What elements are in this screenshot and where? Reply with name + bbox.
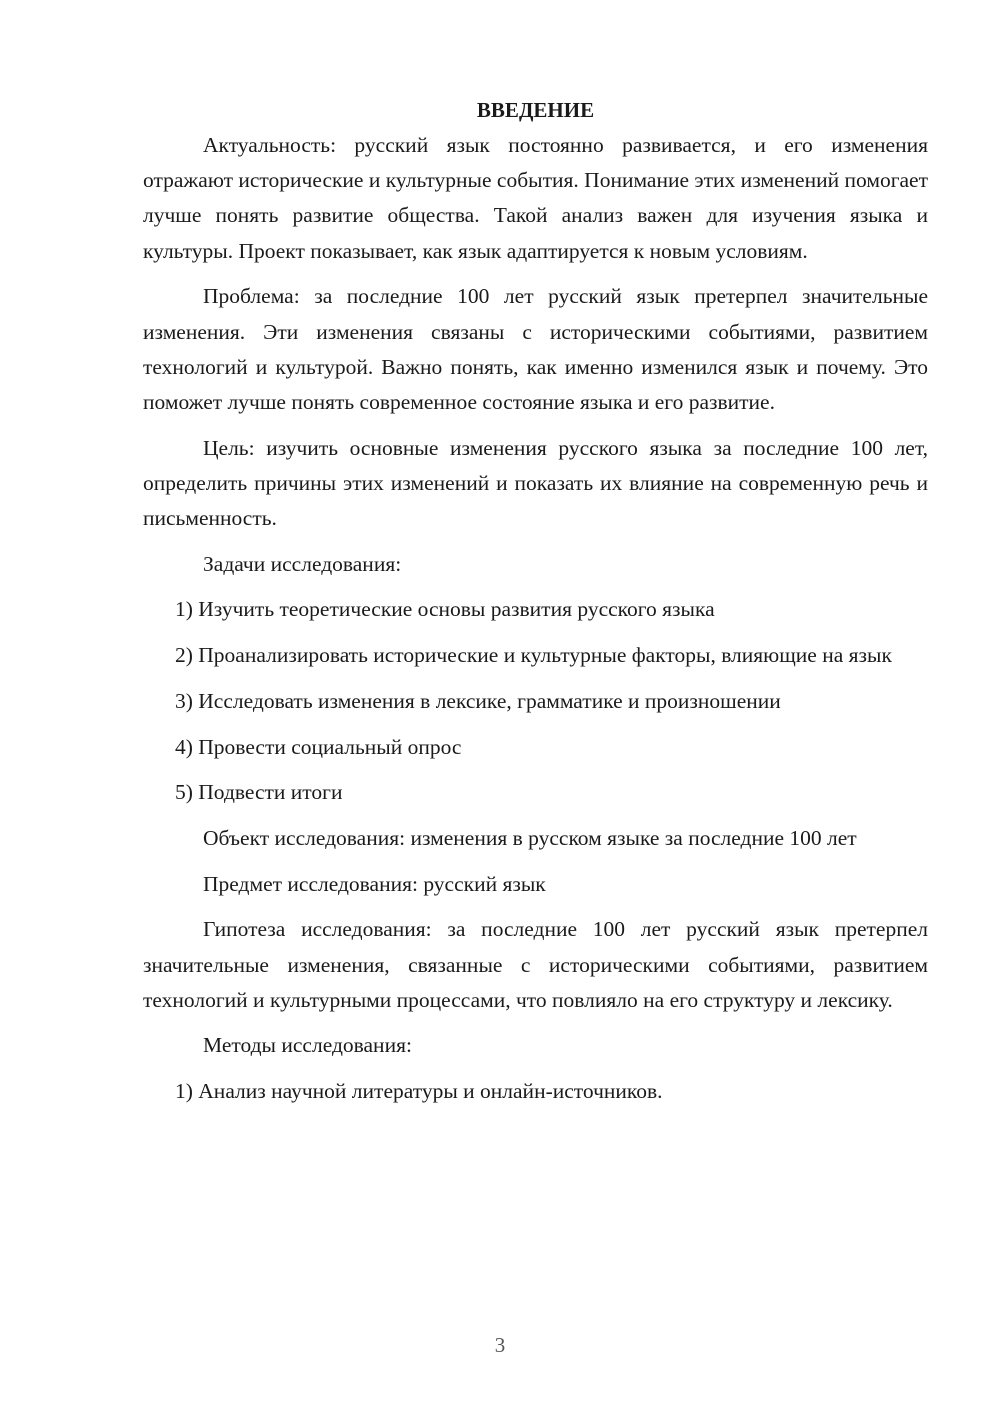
- page-number: 3: [494, 1333, 506, 1357]
- paragraph-problem: Проблема: за последние 100 лет русский язык претерпел значительные изменения. Эти изменения связаны с историческими событиями, развитием технологий и культурой. Важно понять, как именно изменился язык и почему. Это поможет лучше понять современное состояние языка и его развитие.: [143, 284, 928, 414]
- paragraph-object: Объект исследования: изменения в русском языке за последние 100 лет: [203, 825, 857, 850]
- list-item-task-1: 1) Изучить теоретические основы развития русского языка: [175, 597, 715, 622]
- section-heading: ВВЕДЕНИЕ: [476, 98, 595, 122]
- paragraph-goal: Цель: изучить основные изменения русского языка за последние 100 лет, определить причины этих изменений и показать их влияние на современную речь и письменность.: [143, 435, 928, 531]
- list-item-task-2: 2) Проанализировать исторические и культурные факторы, влияющие на язык: [175, 643, 892, 668]
- list-item-method-1: 1) Анализ научной литературы и онлайн-источников.: [175, 1079, 663, 1104]
- page-content: [143, 93, 928, 1120]
- paragraph-methods-title: Методы исследования:: [203, 1033, 412, 1058]
- list-item-task-3: 3) Исследовать изменения в лексике, грамматике и произношении: [175, 688, 781, 713]
- paragraph-subject: Предмет исследования: русский язык: [203, 871, 546, 896]
- paragraph-hypothesis: Гипотеза исследования: за последние 100 лет русский язык претерпел значительные изменения, связанные с историческими событиями, развитием технологий и культурными процессами, что повлияло на его структуру и лексику.: [143, 917, 928, 1012]
- list-item-task-5: 5) Подвести итоги: [175, 780, 343, 805]
- paragraph-tasks-title: Задачи исследования:: [203, 551, 402, 576]
- list-item-task-4: 4) Провести социальный опрос: [175, 734, 462, 759]
- paragraph-relevance: Актуальность: русский язык постоянно развивается, и его изменения отражают исторические и культурные события. Понимание этих изменений помогает лучше понять развитие общества. Такой анализ важен для изучения языка и культуры. Проект показывает, как язык адаптируется к новым условиям.: [143, 133, 928, 263]
